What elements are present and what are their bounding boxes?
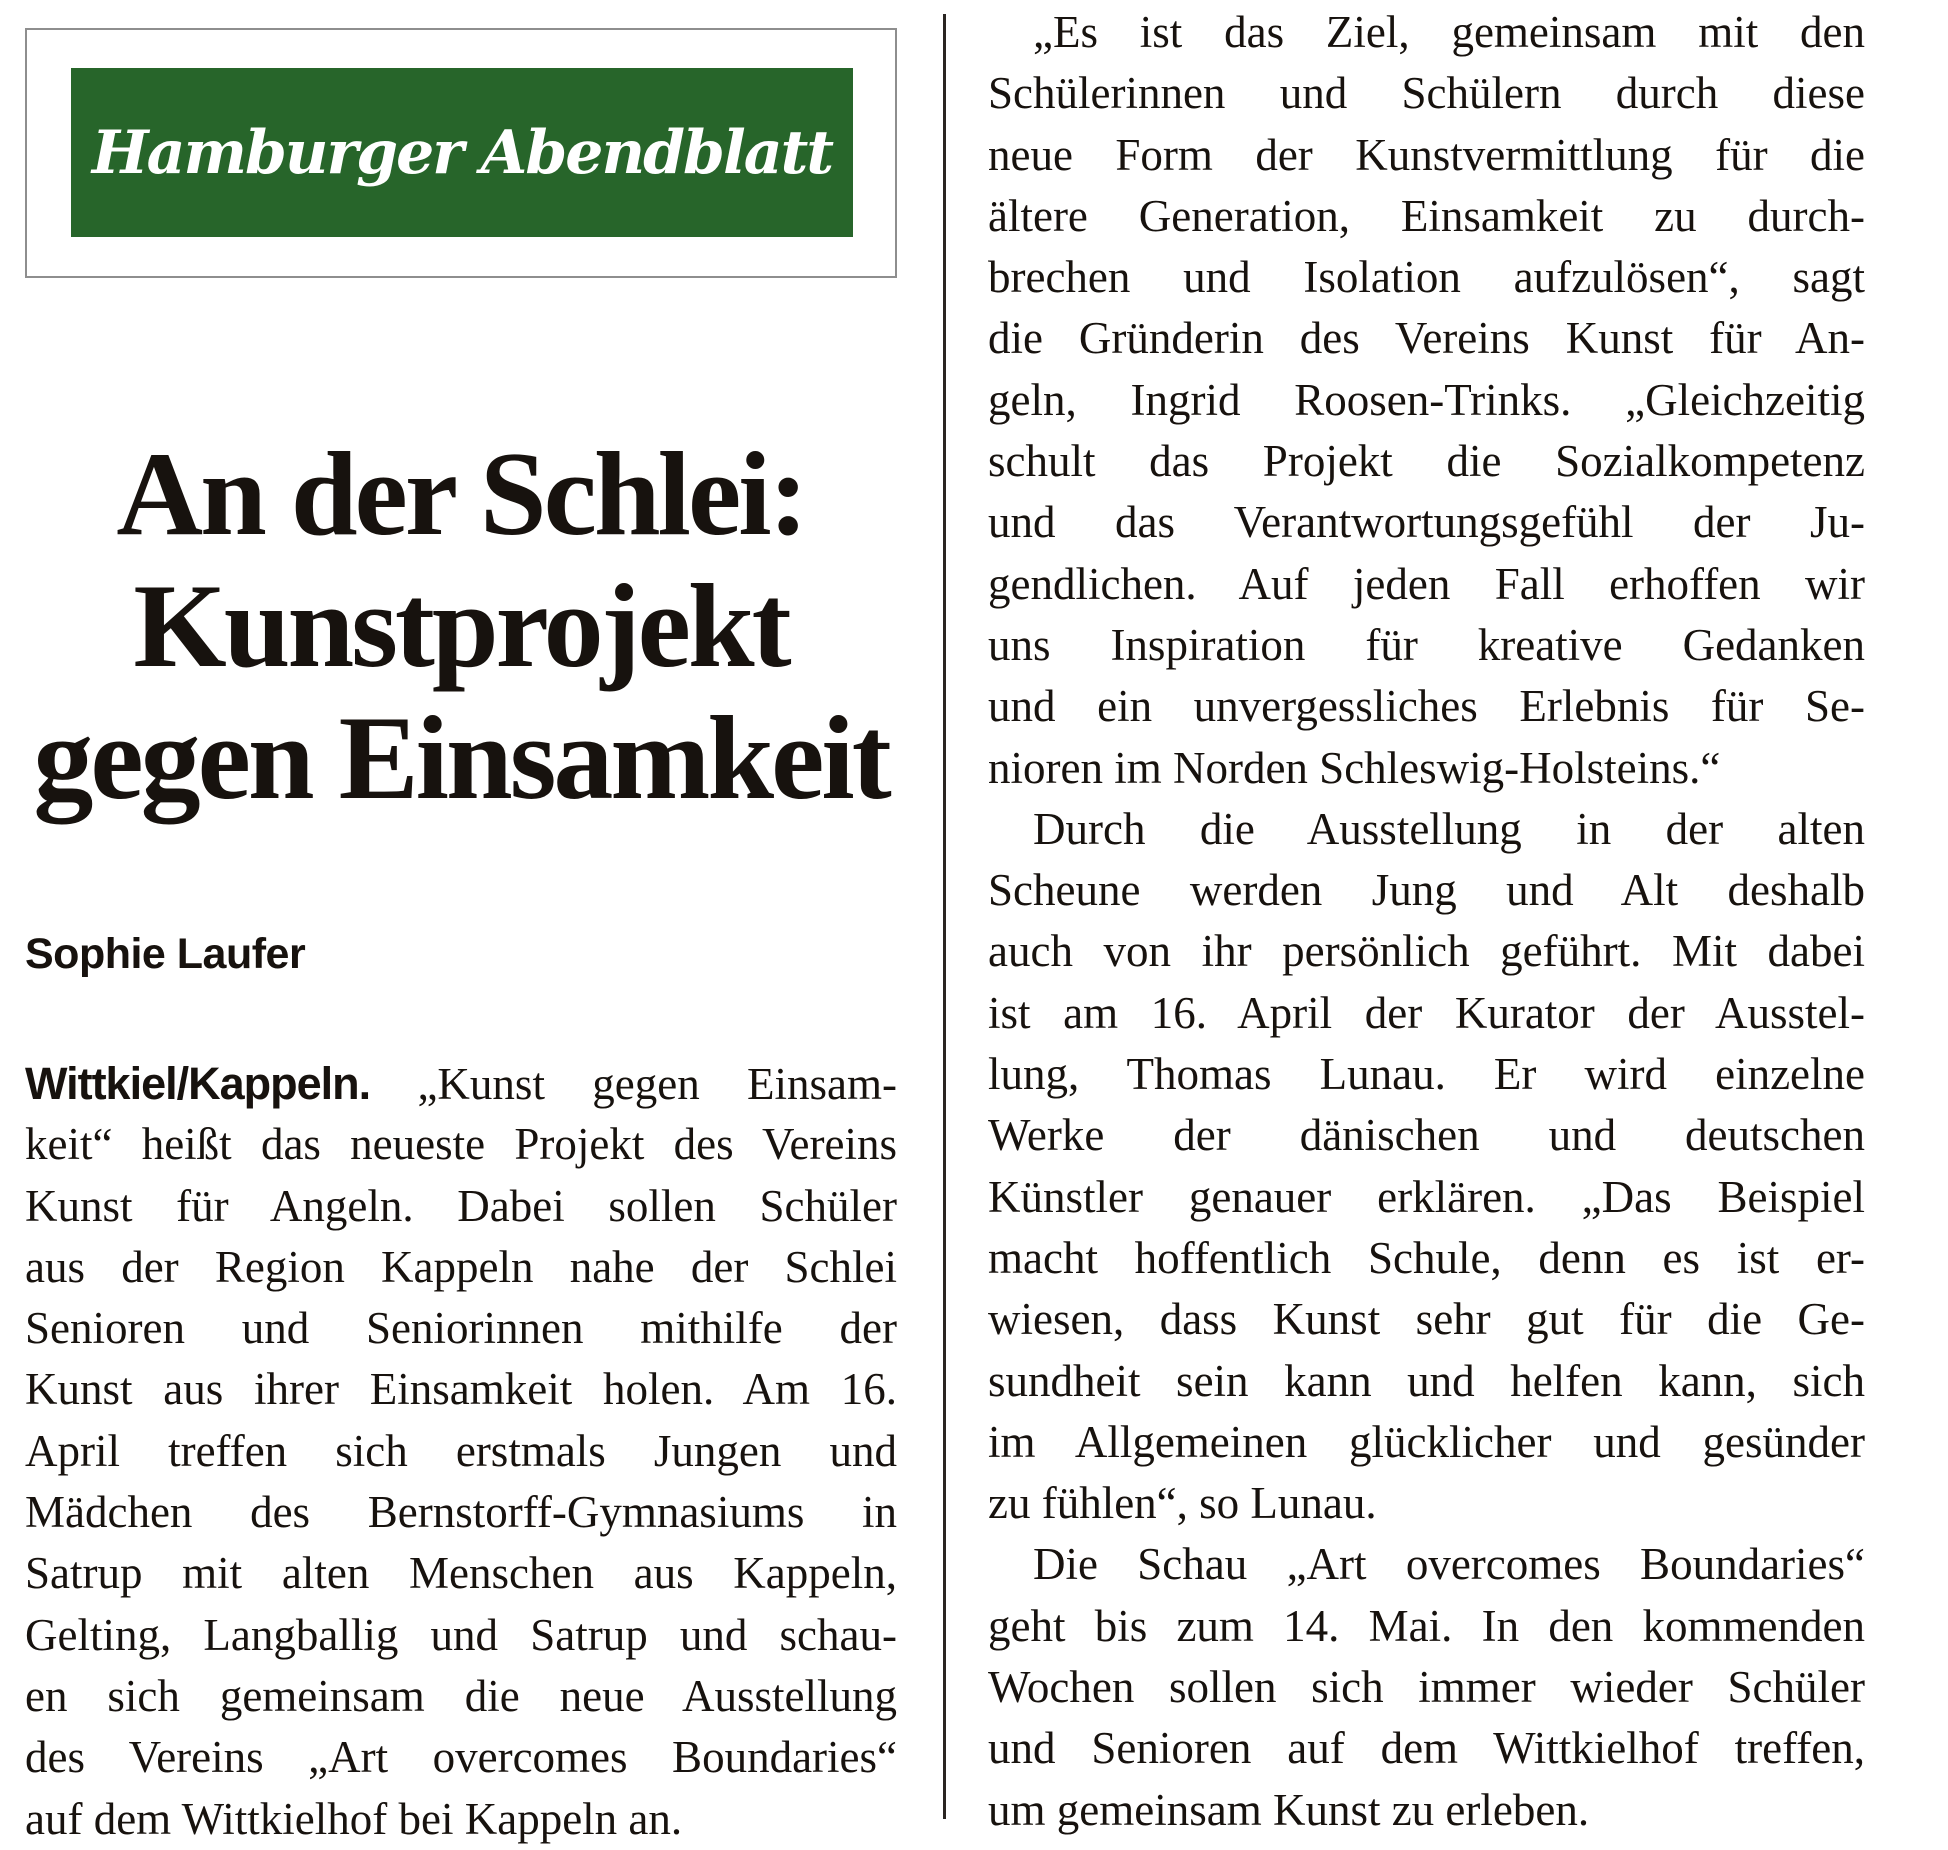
text-line: sundheit sein kann und helfen kann, sich (988, 1355, 1865, 1406)
text-line: und ein unvergessliches Erlebnis für Se- (988, 681, 1865, 732)
text-line: auch von ihr persönlich geführt. Mit dabei (988, 926, 1865, 977)
text-line: Kunst für Angeln. Dabei sollen Schüler (25, 1180, 897, 1231)
right-column (988, 0, 1865, 1842)
dateline: Wittkiel/Kappeln. (25, 1058, 371, 1109)
text-line: des Vereins „Art overcomes Boundaries“ (25, 1732, 897, 1783)
text-line: uns Inspiration für kreative Gedanken (988, 619, 1865, 670)
text-line: macht hoffentlich Schule, denn es ist er- (988, 1232, 1865, 1283)
text-line: wiesen, dass Kunst sehr gut für die Ge- (988, 1294, 1865, 1345)
text-line: Scheune werden Jung und Alt deshalb (988, 865, 1865, 916)
text-line: neue Form der Kunstvermittlung für die (988, 129, 1865, 180)
text-line: Werke der dänischen und deutschen (988, 1110, 1865, 1161)
article-body-right (988, 2, 1865, 1841)
text-line: Schülerinnen und Schülern durch diese (988, 68, 1865, 119)
text-line: April treffen sich erstmals Jungen und (25, 1425, 897, 1476)
text-line: schult das Projekt die Sozialkompetenz (988, 436, 1865, 487)
newspaper-logo (71, 68, 853, 237)
text-line: en sich gemeinsam die neue Ausstellung (25, 1670, 897, 1721)
text-line: „Es ist das Ziel, gemeinsam mit den (1033, 7, 1865, 57)
text-line: nioren im Norden Schleswig-Holsteins.“ (988, 742, 1721, 793)
text-line: Senioren und Seniorinnen mithilfe der (25, 1303, 897, 1354)
text-line: geht bis zum 14. Mai. In den kommenden (988, 1600, 1865, 1651)
text-line: Mädchen des Bernstorff-Gymnasiums in (25, 1487, 897, 1538)
text-line: im Allgemeinen glücklicher und gesünder (988, 1416, 1865, 1467)
text-line: brechen und Isolation aufzulösen“, sagt (988, 252, 1865, 303)
text-line: Kunst aus ihrer Einsamkeit holen. Am 16. (25, 1364, 897, 1415)
text-line: Künstler genauer erklären. „Das Beispiel (988, 1171, 1865, 1222)
masthead-frame (25, 28, 897, 278)
text-line: und das Verantwortungsgefühl der Ju- (988, 497, 1865, 548)
text-line (25, 1053, 897, 1114)
text-line: und Senioren auf dem Wittkielhof treffen, (988, 1723, 1865, 1774)
text-line: die Gründerin des Vereins Kunst für An- (988, 313, 1865, 364)
column-divider (943, 14, 946, 1819)
text-line: lung, Thomas Lunau. Er wird einzelne (988, 1049, 1865, 1100)
headline-line-3: gegen Einsamkeit (33, 691, 889, 824)
text-line: geln, Ingrid Roosen-Trinks. „Gleichzeitig (988, 374, 1865, 425)
article-body-left (25, 1053, 897, 1850)
text-line: Durch die Ausstellung in der alten (1033, 803, 1865, 854)
text-line: Die Schau „Art overcomes Boundaries“ (1033, 1539, 1865, 1590)
text-line: zu fühlen“, so Lunau. (988, 1478, 1377, 1529)
text-line: gendlichen. Auf jeden Fall erhoffen wir (988, 558, 1865, 609)
text-line: Wochen sollen sich immer wieder Schüler (988, 1662, 1865, 1713)
newspaper-logo-text: Hamburger Abendblatt (91, 117, 833, 188)
text-line: Gelting, Langballig und Satrup und schau- (25, 1609, 897, 1660)
headline-line-1: An der Schlei: (116, 427, 806, 560)
text-line: ältere Generation, Einsamkeit zu durch- (988, 190, 1865, 241)
text-line: ist am 16. April der Kurator der Ausstel- (988, 987, 1865, 1038)
text-line: auf dem Wittkielhof bei Kappeln an. (25, 1793, 683, 1844)
author-byline: Sophie Laufer (25, 930, 306, 978)
text-line: um gemeinsam Kunst zu erleben. (988, 1784, 1590, 1835)
text-line: keit“ heißt das neueste Projekt des Vereins (25, 1119, 897, 1170)
headline-line-2: Kunstprojekt (133, 559, 789, 692)
text-line: Satrup mit alten Menschen aus Kappeln, (25, 1548, 897, 1599)
left-column (25, 0, 900, 1842)
headline (25, 428, 897, 824)
text-fragment: „Kunst gegen Einsam- (370, 1059, 897, 1109)
text-line: aus der Region Kappeln nahe der Schlei (25, 1241, 897, 1292)
